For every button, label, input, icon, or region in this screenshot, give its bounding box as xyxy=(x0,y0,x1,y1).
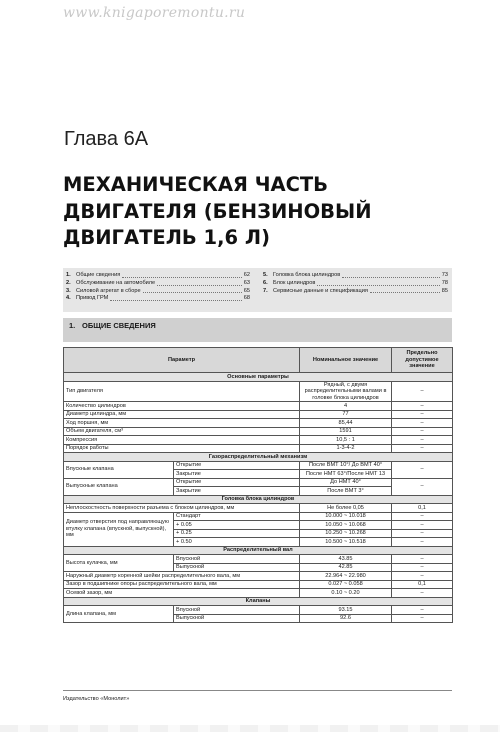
title-line: ДВИГАТЕЛЯ (БЕНЗИНОВЫЙ xyxy=(63,199,372,223)
sub-cell: + 0.25 xyxy=(174,529,300,538)
limit-cell: – xyxy=(392,555,453,564)
page-title xyxy=(63,172,463,252)
limit-cell: – xyxy=(392,410,453,419)
toc-item[interactable] xyxy=(66,272,250,280)
sub-cell: Закрытие xyxy=(174,470,300,479)
table-row xyxy=(64,381,453,402)
table-row xyxy=(64,427,453,436)
toc-column-right xyxy=(263,272,448,295)
table-row xyxy=(64,436,453,445)
sub-cell: Открытие xyxy=(174,461,300,470)
limit-cell: – xyxy=(392,381,453,402)
nominal-cell: До НМТ 40° xyxy=(300,478,392,487)
limit-cell: – xyxy=(392,563,453,572)
group-row xyxy=(64,373,453,382)
nominal-cell: 10.250 ~ 10.268 xyxy=(300,529,392,538)
limit-cell: – xyxy=(392,478,453,495)
param-cell: Диаметр отверстия под направляющую втулку клапана (впускной, выпускной), мм xyxy=(64,512,174,546)
footer-divider xyxy=(63,690,452,691)
toc-leader xyxy=(342,272,440,278)
group-title: Распределительный вал xyxy=(64,546,453,555)
nominal-cell: После ВМТ 3° xyxy=(300,487,392,496)
header-nominal: Номинальное значение xyxy=(300,348,392,373)
limit-cell: – xyxy=(392,402,453,411)
nominal-cell: 42.85 xyxy=(300,563,392,572)
table-row xyxy=(64,512,453,521)
limit-cell: – xyxy=(392,436,453,445)
table-row xyxy=(64,504,453,513)
nominal-cell: Не более 0,05 xyxy=(300,504,392,513)
nominal-cell: 10,5 : 1 xyxy=(300,436,392,445)
toc-leader xyxy=(370,288,440,294)
toc-item[interactable] xyxy=(66,295,250,303)
param-cell: Осевой зазор, мм xyxy=(64,589,300,598)
nominal-cell: 10.000 ~ 10.018 xyxy=(300,512,392,521)
table-row xyxy=(64,410,453,419)
section-title: ОБЩИЕ СВЕДЕНИЯ xyxy=(82,321,156,330)
nominal-cell: 0.10 ~ 0.20 xyxy=(300,589,392,598)
limit-cell: – xyxy=(392,572,453,581)
limit-cell: – xyxy=(392,589,453,598)
table-row xyxy=(64,589,453,598)
toc-item[interactable] xyxy=(263,288,448,296)
table-row xyxy=(64,478,453,487)
table-row xyxy=(64,580,453,589)
toc-item[interactable] xyxy=(263,272,448,280)
toc-leader xyxy=(143,288,242,294)
spec-table xyxy=(63,347,453,623)
table-of-contents xyxy=(63,268,452,312)
nominal-cell: 1-3-4-2 xyxy=(300,444,392,453)
param-cell: Диаметр цилиндра, мм xyxy=(64,410,300,419)
param-cell: Компрессия xyxy=(64,436,300,445)
nominal-cell: 4 xyxy=(300,402,392,411)
group-row xyxy=(64,495,453,504)
limit-cell: 0,1 xyxy=(392,580,453,589)
toc-label: Обслуживание на автомобиле xyxy=(76,279,156,286)
toc-label: Силовой агрегат в сборе xyxy=(76,287,141,294)
limit-cell: – xyxy=(392,444,453,453)
toc-label: Сервисные данные и спецификация xyxy=(273,287,368,294)
limit-cell: – xyxy=(392,512,453,521)
toc-num: 1. xyxy=(66,272,71,278)
limit-cell: – xyxy=(392,538,453,547)
limit-cell: – xyxy=(392,427,453,436)
limit-cell: – xyxy=(392,419,453,428)
param-cell: Неплоскостность поверхности разъема с блоком цилиндров, мм xyxy=(64,504,300,513)
toc-page: 78 xyxy=(441,279,448,286)
param-cell: Выпускные клапана xyxy=(64,478,174,495)
table-header-row xyxy=(64,348,453,373)
toc-leader xyxy=(317,280,439,286)
toc-item[interactable] xyxy=(66,280,250,288)
sub-cell: Стандарт xyxy=(174,512,300,521)
param-cell: Впускные клапана xyxy=(64,461,174,478)
limit-cell: – xyxy=(392,614,453,623)
nominal-cell: 22.964 ~ 22.980 xyxy=(300,572,392,581)
group-title: Клапаны xyxy=(64,597,453,606)
section-number: 1. xyxy=(69,321,76,330)
toc-label: Головка блока цилиндров xyxy=(273,272,341,278)
nominal-cell: 10.050 ~ 10.068 xyxy=(300,521,392,530)
group-row xyxy=(64,597,453,606)
toc-num: 6. xyxy=(263,279,268,286)
toc-page: 73 xyxy=(441,272,448,278)
nominal-cell: 92.6 xyxy=(300,614,392,623)
sub-cell: Выпускной xyxy=(174,563,300,572)
group-row xyxy=(64,453,453,462)
toc-item[interactable] xyxy=(66,288,250,296)
nominal-cell: Рядный, с двумя распределительными валами в головке блока цилиндров xyxy=(300,381,392,402)
toc-num: 5. xyxy=(263,272,268,278)
limit-cell: – xyxy=(392,606,453,615)
nominal-cell: 0.027 ~ 0.058 xyxy=(300,580,392,589)
param-cell: Объем двигателя, см³ xyxy=(64,427,300,436)
toc-leader xyxy=(157,280,242,286)
table-row xyxy=(64,419,453,428)
toc-page: 63 xyxy=(243,279,250,286)
group-title: Газораспределительный механизм xyxy=(64,453,453,462)
param-cell: Высота кулачка, мм xyxy=(64,555,174,572)
nominal-cell: После ВМТ 10°/ До ВМТ 40° xyxy=(300,461,392,470)
nominal-cell: После НМТ 63°/После НМТ 13 xyxy=(300,470,392,479)
toc-leader xyxy=(122,272,242,278)
title-line: МЕХАНИЧЕСКАЯ ЧАСТЬ xyxy=(63,173,329,196)
title-line: ДВИГАТЕЛЬ 1,6 Л) xyxy=(63,226,270,249)
scan-artifact-strip xyxy=(0,725,500,732)
group-title: Головка блока цилиндров xyxy=(64,495,453,504)
table-row xyxy=(64,461,453,470)
chapter-label: Глава 6А xyxy=(64,128,149,150)
param-cell: Количество цилиндров xyxy=(64,402,300,411)
nominal-cell: 1591 xyxy=(300,427,392,436)
table-row xyxy=(64,555,453,564)
toc-page: 62 xyxy=(243,272,250,278)
toc-item[interactable] xyxy=(263,280,448,288)
limit-cell: – xyxy=(392,521,453,530)
toc-num: 4. xyxy=(66,295,71,302)
header-param: Параметр xyxy=(64,348,300,373)
section-header xyxy=(63,318,452,342)
sub-cell: Закрытие xyxy=(174,487,300,496)
nominal-cell: 43.85 xyxy=(300,555,392,564)
toc-page: 68 xyxy=(243,295,250,302)
param-cell: Длина клапана, мм xyxy=(64,606,174,623)
nominal-cell: 10.500 ~ 10.518 xyxy=(300,538,392,547)
site-watermark: www.knigaporemontu.ru xyxy=(63,5,246,21)
sub-cell: + 0.50 xyxy=(174,538,300,547)
toc-num: 7. xyxy=(263,287,268,294)
param-cell: Ход поршня, мм xyxy=(64,419,300,428)
sub-cell: Впускной xyxy=(174,555,300,564)
nominal-cell: 85,44 xyxy=(300,419,392,428)
table-row xyxy=(64,572,453,581)
toc-num: 2. xyxy=(66,279,71,286)
toc-num: 3. xyxy=(66,287,71,294)
nominal-cell: 93.15 xyxy=(300,606,392,615)
table-row xyxy=(64,606,453,615)
sub-cell: Впускной xyxy=(174,606,300,615)
header-limit: Предельно допустимое значение xyxy=(392,348,453,373)
group-row xyxy=(64,546,453,555)
publisher-footer: Издательство «Монолит» xyxy=(63,696,130,702)
group-title: Основные параметры xyxy=(64,373,453,382)
toc-leader xyxy=(110,295,241,301)
toc-label: Привод ГРМ xyxy=(76,295,109,302)
sub-cell: + 0.05 xyxy=(174,521,300,530)
limit-cell: – xyxy=(392,461,453,478)
toc-page: 65 xyxy=(243,287,250,294)
param-cell: Зазор в подшипнике опоры распределительного вала, мм xyxy=(64,580,300,589)
toc-page: 85 xyxy=(441,287,448,294)
toc-column-left xyxy=(66,272,250,303)
table-row xyxy=(64,402,453,411)
table-row xyxy=(64,444,453,453)
toc-label: Общие сведения xyxy=(76,272,121,278)
toc-label: Блок цилиндров xyxy=(273,279,316,286)
limit-cell: – xyxy=(392,529,453,538)
param-cell: Наружный диаметр коренной шейки распределительного вала, мм xyxy=(64,572,300,581)
sub-cell: Выпускной xyxy=(174,614,300,623)
sub-cell: Открытие xyxy=(174,478,300,487)
param-cell: Тип двигателя xyxy=(64,381,300,402)
limit-cell: 0,1 xyxy=(392,504,453,513)
nominal-cell: 77 xyxy=(300,410,392,419)
param-cell: Порядок работы xyxy=(64,444,300,453)
